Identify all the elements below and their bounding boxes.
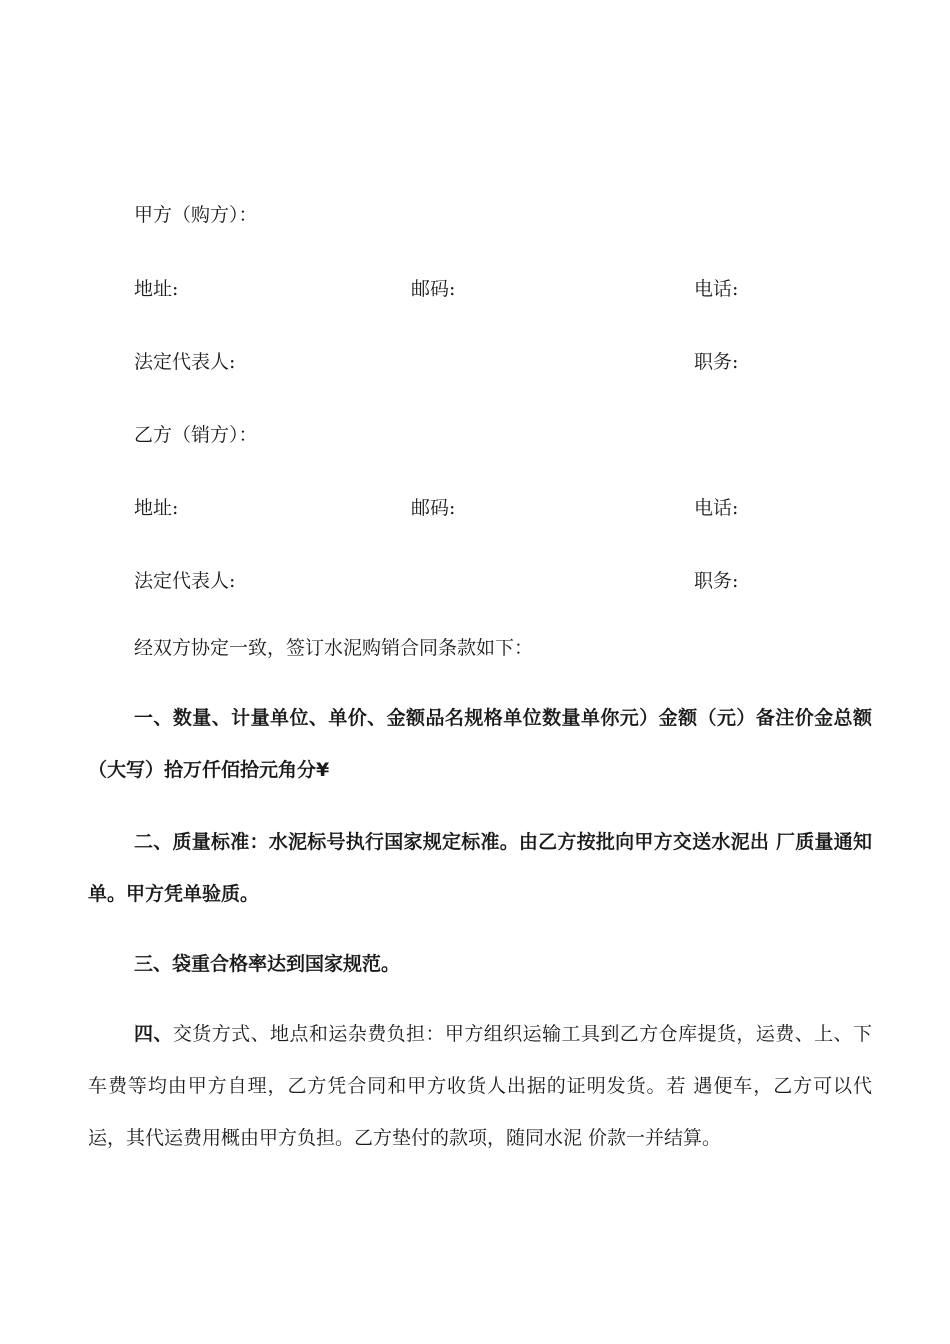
clause-3: 三、袋重合格率达到国家规范。 (134, 953, 401, 975)
party-b-legal-rep-label: 法定代表人: (134, 570, 236, 592)
clause-2: 二、质量标准：水泥标号执行国家规定标准。由乙方按批向甲方交送水泥出 厂质量通知单。甲方凭单验质。 (88, 831, 872, 905)
contract-intro: 经双方协定一致，签订水泥购销合同条款如下： (134, 637, 534, 659)
party-a-address-label: 地址: (134, 278, 179, 300)
party-b-address-label: 地址: (134, 497, 179, 519)
clause-4-body: 交货方式、地点和运杂费负担：甲方组织运输工具到乙方仓库提货，运费、上、下车费等均由甲方自理，乙方凭合同和甲方收货人出据的证明发货。若 遇便车，乙方可以代运，其代运费用概由甲方负担。乙方垫付的款项，随同水泥 价款一并结算。 (88, 1023, 872, 1149)
party-a-position-label: 职务: (694, 351, 739, 373)
party-b-postcode-label: 邮码: (411, 497, 456, 519)
party-b-phone-label: 电话: (694, 497, 739, 519)
clause-4-number: 四、 (134, 1023, 173, 1045)
party-b-heading: 乙方（销方）： (134, 424, 258, 446)
party-a-postcode-label: 邮码: (411, 278, 456, 300)
clause-4 (88, 1008, 872, 1164)
party-b-position-label: 职务: (694, 570, 739, 592)
party-a-legal-rep-label: 法定代表人: (134, 351, 236, 373)
party-a-heading: 甲方（购方）： (134, 204, 258, 226)
party-a-phone-label: 电话: (694, 278, 739, 300)
clause-1: 一、数量、计量单位、单价、金额品名规格单位数量单你元）金额（元）备注价金总额（大写）拾万仟佰拾元角分¥ (88, 707, 872, 781)
